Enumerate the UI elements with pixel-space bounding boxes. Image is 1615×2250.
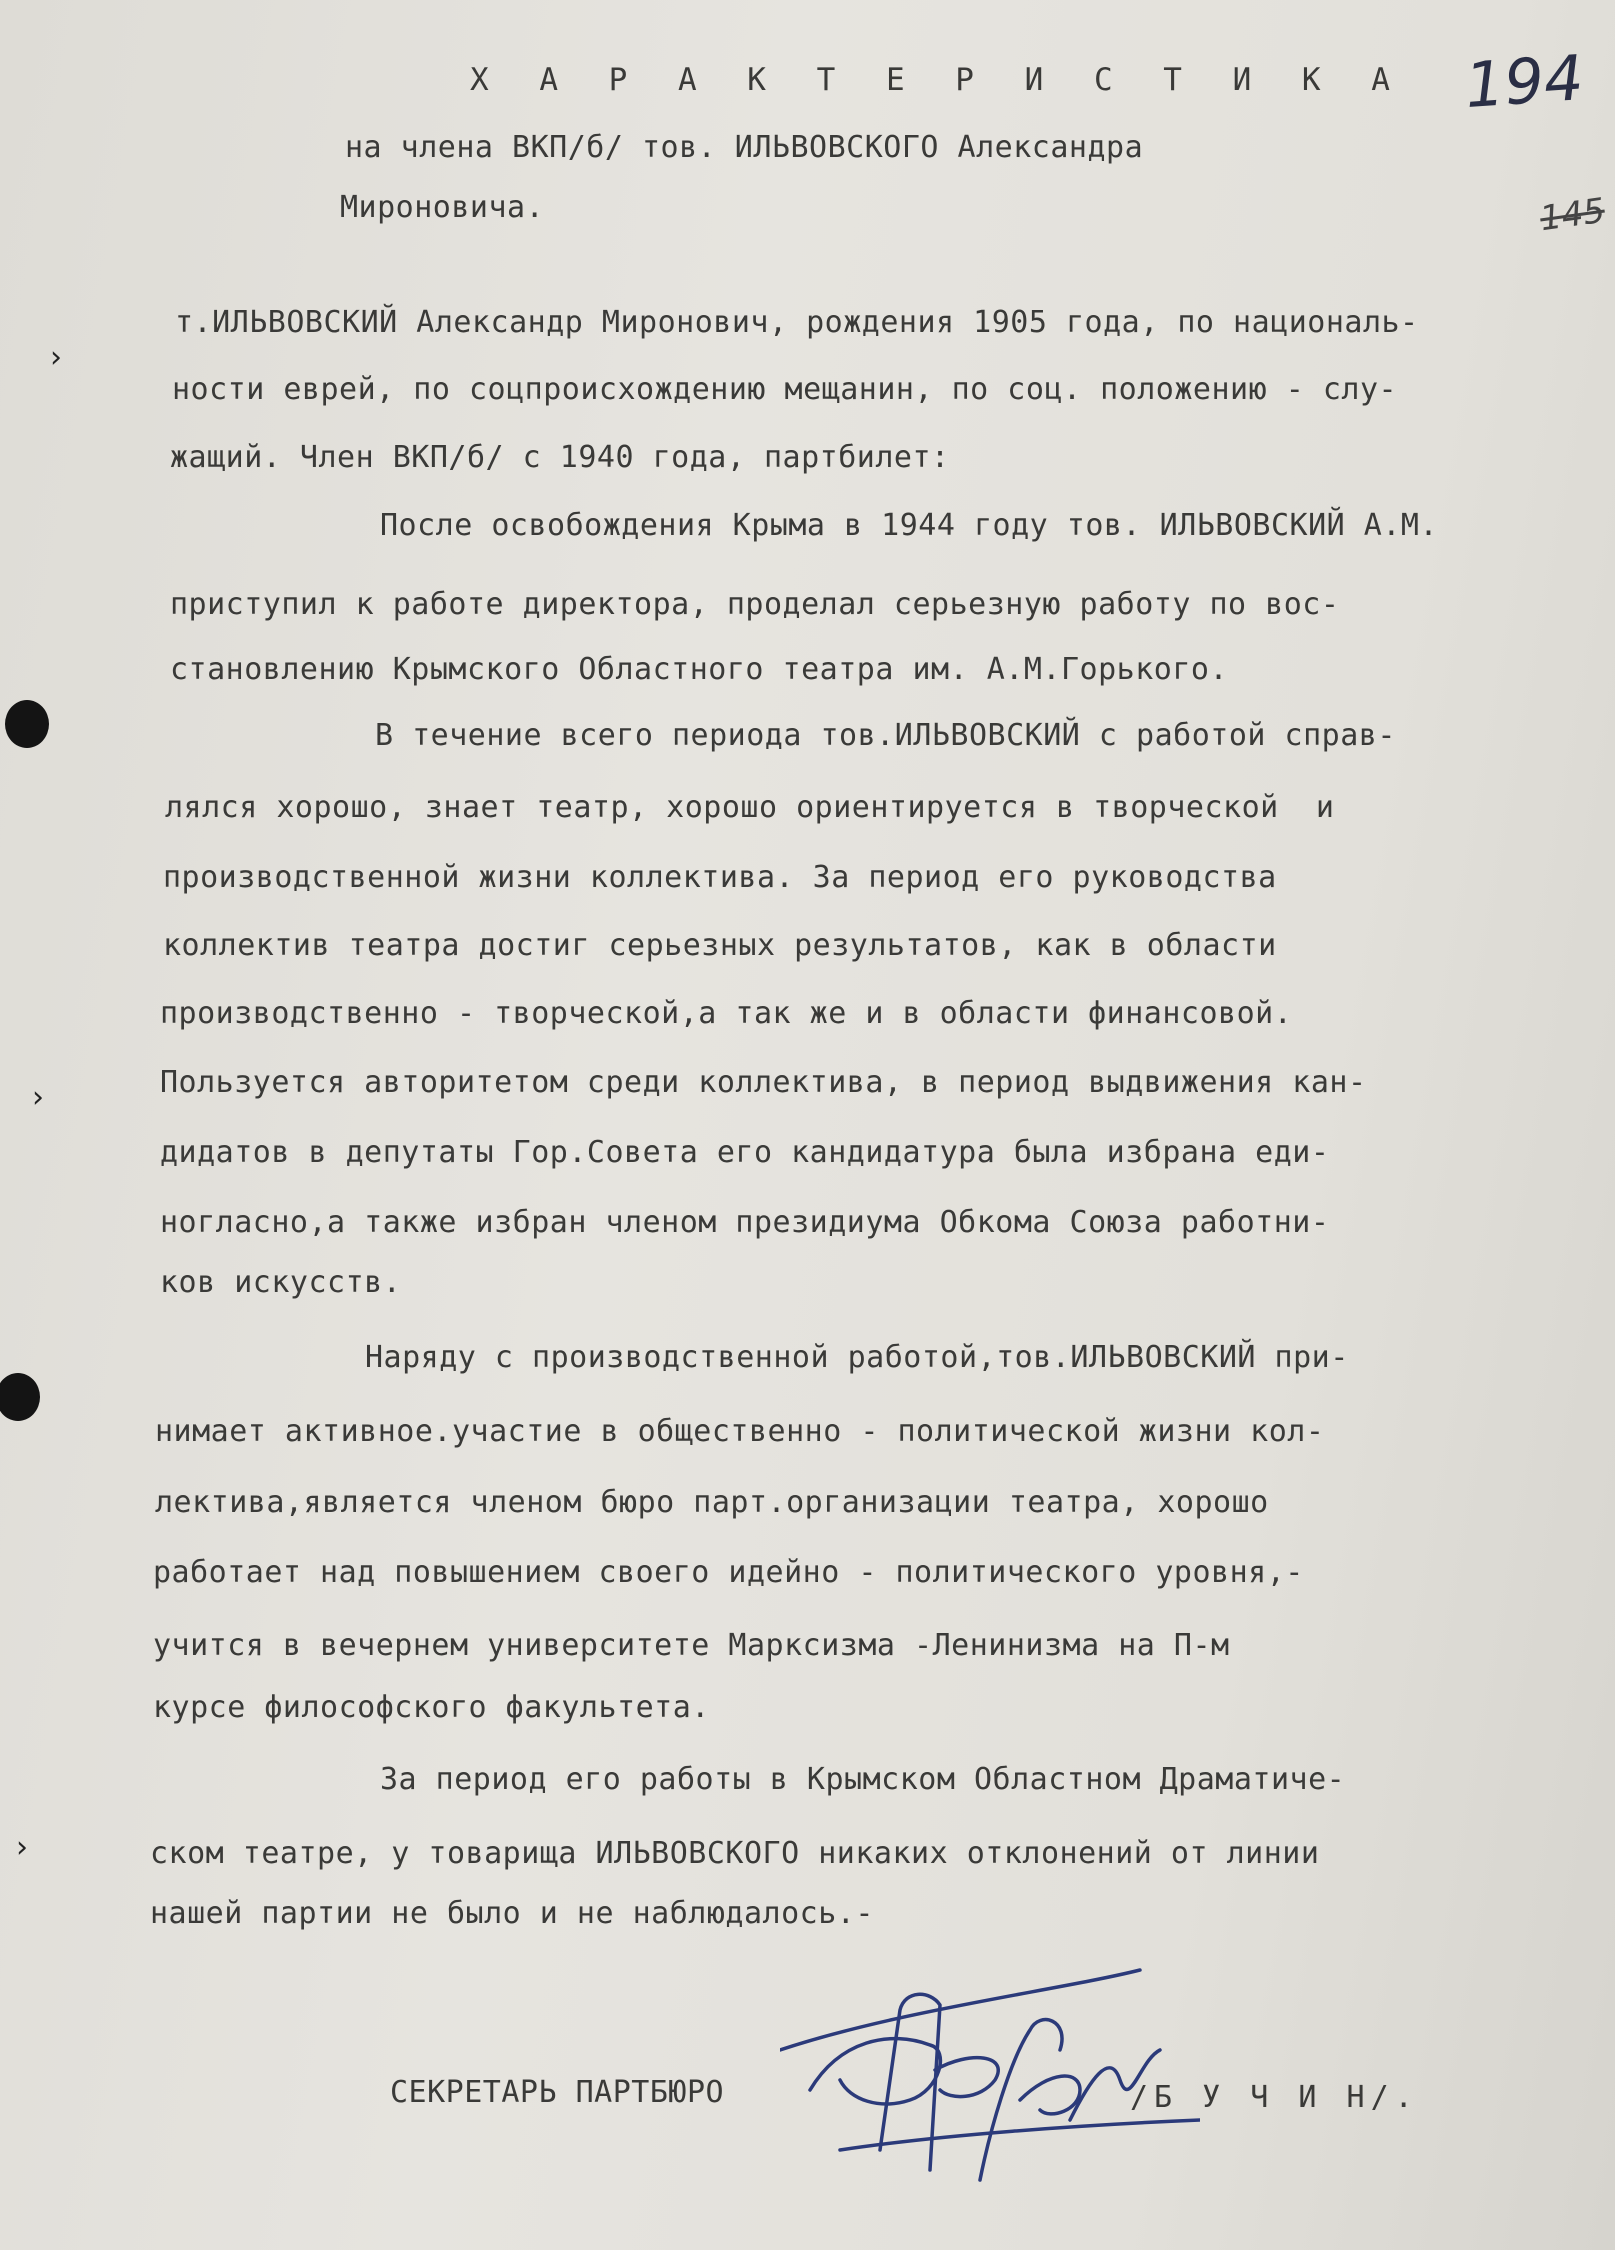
body-line: Пользуется авторитетом среди коллектива, в период выдвижения кан- xyxy=(160,1065,1367,1100)
margin-mark: › xyxy=(32,1080,44,1115)
body-line: приступил к работе директора, проделал серьезную работу по вос- xyxy=(170,587,1340,622)
signature-name: /Б У Ч И Н/. xyxy=(1130,2080,1419,2115)
subtitle-line-2: Мироновича. xyxy=(340,190,545,225)
archive-number: 194 xyxy=(1462,40,1586,123)
archive-number-old: 145 xyxy=(1537,190,1608,240)
margin-mark: › xyxy=(50,340,62,375)
body-line: жащий. Член ВКП/б/ с 1940 года, партбилет: xyxy=(170,440,950,475)
body-line: В течение всего периода тов.ИЛЬВОВСКИЙ с работой справ- xyxy=(375,718,1396,753)
body-line: нимает активное.участие в общественно - политической жизни кол- xyxy=(155,1414,1325,1449)
body-line: ности еврей, по соцпроисхождению мещанин, по соц. положению - слу- xyxy=(172,372,1398,407)
body-line: дидатов в депутаты Гор.Совета его кандидатура была избрана еди- xyxy=(160,1135,1330,1170)
margin-mark: › xyxy=(16,1830,28,1865)
body-line: становлению Крымского Областного театра им. А.М.Горького. xyxy=(170,652,1229,687)
body-line: ков искусств. xyxy=(160,1265,402,1300)
body-line: ском театре, у товарища ИЛЬВОВСКОГО никаких отклонений от линии xyxy=(150,1836,1320,1871)
body-line: т.ИЛЬВОВСКИЙ Александр Миронович, рождения 1905 года, по националь- xyxy=(175,305,1419,340)
subtitle-line-1: на члена ВКП/б/ тов. ИЛЬВОВСКОГО Александра xyxy=(345,130,1144,165)
body-line: Наряду с производственной работой,тов.ИЛЬВОВСКИЙ при- xyxy=(365,1340,1349,1375)
body-line: лялся хорошо, знает театр, хорошо ориентируется в творческой и xyxy=(165,790,1335,825)
body-line: работает над повышением своего идейно - политического уровня,- xyxy=(153,1555,1304,1590)
body-line: ногласно,а также избран членом президиума Обкома Союза работни- xyxy=(160,1205,1330,1240)
document-title: Х А Р А К Т Е Р И С Т И К А xyxy=(470,62,1406,98)
body-line: производственно - творческой,а так же и в области финансовой. xyxy=(160,996,1293,1031)
body-line: После освобождения Крыма в 1944 году тов. ИЛЬВОВСКИЙ А.М. xyxy=(380,508,1439,543)
punch-hole xyxy=(0,1373,40,1421)
body-line: учится в вечернем университете Марксизма -Ленинизма на П-м xyxy=(153,1628,1230,1663)
signature-label: СЕКРЕТАРЬ ПАРТБЮРО xyxy=(390,2075,725,2110)
body-line: лектива,является членом бюро парт.организации театра, хорошо xyxy=(155,1485,1269,1520)
punch-hole xyxy=(5,700,49,748)
body-line: производственной жизни коллектива. За период его руководства xyxy=(163,860,1277,895)
body-line: коллектив театра достиг серьезных результатов, как в области xyxy=(163,928,1277,963)
handwritten-signature xyxy=(780,1950,1200,2200)
body-line: За период его работы в Крымском Областном Драматиче- xyxy=(380,1762,1346,1797)
body-line: нашей партии не было и не наблюдалось.- xyxy=(150,1896,874,1931)
body-line: курсе философского факультета. xyxy=(153,1690,710,1725)
